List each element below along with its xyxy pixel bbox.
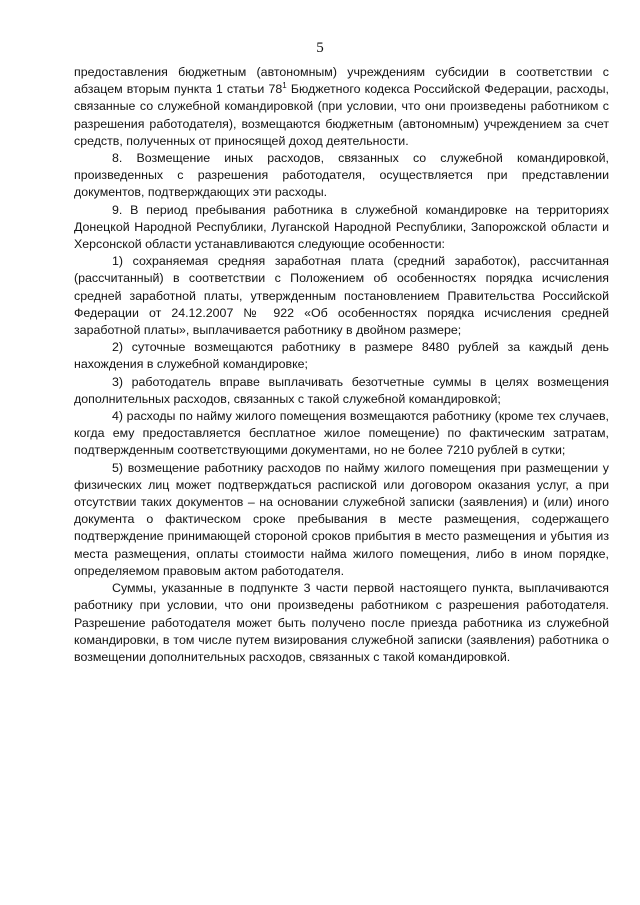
subitem-9-4: 4) расходы по найму жилого помещения возмещаются работнику (кроме тех случаев, когда ему предоставляется бесплатное жилое помещение) по фактическим затратам, подтвержденным соответствующими документами, но не более 7210 рублей в сутки; <box>74 409 609 458</box>
subitem-9-5: 5) возмещение работнику расходов по найму жилого помещения при размещении у физических лиц может подтверждаться распиской или договором оказания услуг, а при отсутствии таких документов – на основании служебной записки (заявления) и (или) иного документа о фактическом сроке пребывания в месте размещения, содержащего подтверждение принимающей стороной сроков прибытия в место размещения и убытия из места размещения, оплаты стоимости найма жилого помещения, либо в ином порядке, определяемом правовым актом работодателя. <box>74 460 609 578</box>
subitem-9-2: 2) суточные возмещаются работнику в размере 8480 рублей за каждый день нахождения в служебной командировке; <box>74 340 609 372</box>
page-number: 5 <box>316 40 324 56</box>
document-body <box>74 64 609 666</box>
paragraph-text: Бюджетного кодекса Российской Федерации, расходы, связанные со служебной командировкой (при условии, что они произведены работником с разрешения работодателя), возмещаются бюджетным (автономным) учреждением за счет средств, полученных от приносящей доход деятельности. <box>74 82 610 148</box>
paragraph-item-9: 9. В период пребывания работника в служебной командировке на территориях Донецкой Народной Республики, Луганской Народной Республики, Запорожской области и Херсонской области устанавливаются следующие особенности: <box>74 202 609 252</box>
subitem-9-1: 1) сохраняемая средняя заработная плата (средний заработок), рассчитанная (рассчитанный) в соответствии с Положением об особенностях порядка исчисления средней заработной платы, утвержденным постановлением Правительства Российской Федерации от 24.12.2007 № 922 «Об особенностях порядка исчисления средней заработной платы», выплачивается работнику в двойном размере; <box>74 254 609 338</box>
paragraph-text: предоставления бюджетным (автономным) учреждениям субсидии в соответствии с абзацем вторым пункта 1 статьи 78 <box>74 65 609 97</box>
paragraph-continuation <box>74 64 609 150</box>
subitem-9-3: 3) работодатель вправе выплачивать безотчетные суммы в целях возмещения дополнительных расходов, связанных с такой служебной командировкой; <box>74 374 609 406</box>
paragraph-item-8: 8. Возмещение иных расходов, связанных со служебной командировкой, произведенных с разрешения работодателя, осуществляется при представлении документов, подтверждающих эти расходы. <box>74 151 609 200</box>
superscript: 1 <box>282 81 287 91</box>
paragraph-final: Суммы, указанные в подпункте 3 части первой настоящего пункта, выплачиваются работнику при условии, что они произведены работником с разрешения работодателя. Разрешение работодателя может быть получено после приезда работника из служебной командировки, в том числе путем визирования служебной записки (заявления) работника о возмещении дополнительных расходов, связанных с такой командировкой. <box>74 581 609 664</box>
